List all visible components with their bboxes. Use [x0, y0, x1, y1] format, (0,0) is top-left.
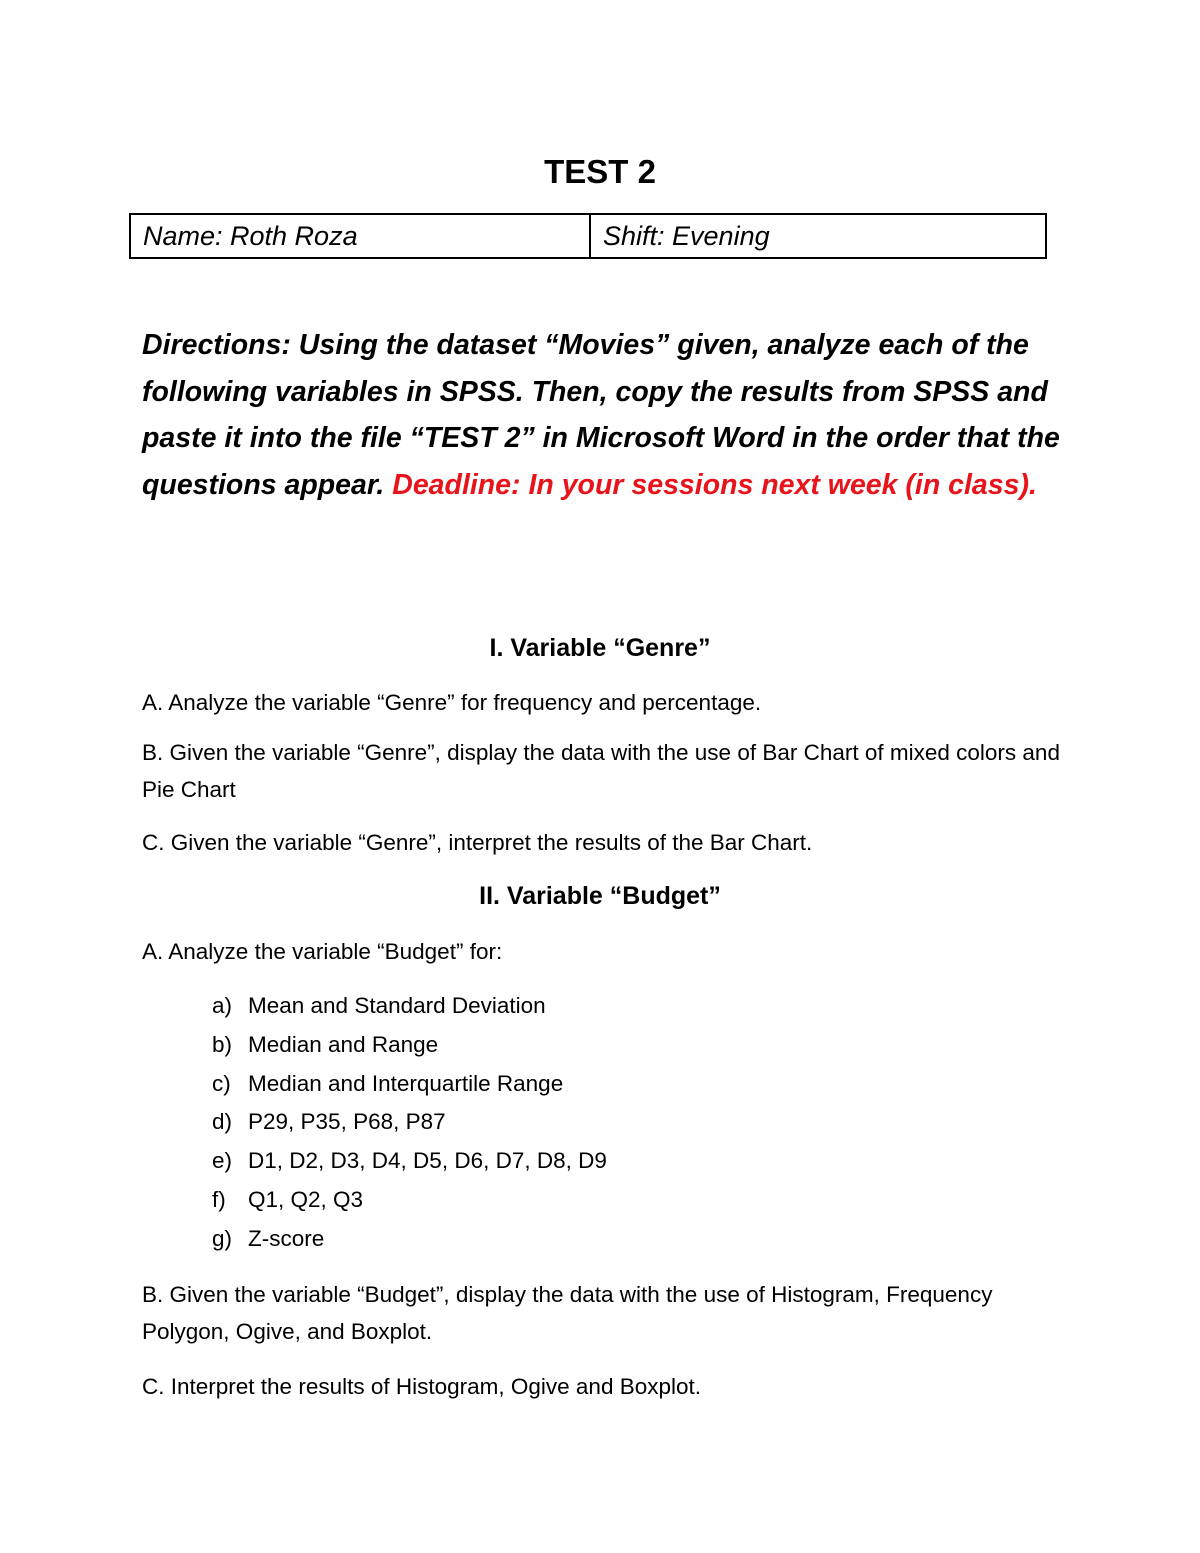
list-item-text: P29, P35, P68, P87 — [248, 1109, 446, 1135]
list-item — [212, 987, 607, 1026]
budget-analysis-list — [212, 987, 607, 1259]
section-2-numeral: II — [479, 882, 494, 910]
list-item — [212, 1026, 607, 1065]
list-marker: e) — [212, 1148, 233, 1174]
list-marker: g) — [212, 1225, 233, 1251]
document-title: TEST 2 — [544, 153, 656, 190]
list-item-text: Median and Interquartile Range — [248, 1070, 564, 1096]
list-item-text: D1, D2, D3, D4, D5, D6, D7, D8, D9 — [248, 1148, 607, 1174]
section-2-heading — [0, 879, 1200, 913]
list-item-text: Median and Range — [248, 1031, 439, 1057]
list-item-text: Q1, Q2, Q3 — [248, 1186, 364, 1212]
section-2-question-a: A. Analyze the variable “Budget” for: — [142, 939, 503, 964]
section-1-question-b: B. Given the variable “Genre”, display the data with the use of Bar Chart of mixed colors and Pie Chart — [142, 740, 1060, 802]
list-item — [212, 1181, 607, 1220]
section-2-question-c: C. Interpret the results of Histogram, Ogive and Boxplot. — [142, 1374, 702, 1399]
list-item — [212, 1103, 607, 1142]
list-marker: f) — [212, 1186, 226, 1212]
section-1-numeral: I — [489, 634, 497, 662]
directions-text: Directions: Using the dataset “Movies” given, analyze each of the following variables in SPSS. Then, copy the results from SPSS and paste it into the file “TEST 2” in Microsoft Word in the order that the questions appear. — [142, 329, 1060, 501]
section-1-question-c: C. Given the variable “Genre”, interpret the results of the Bar Chart. — [142, 830, 813, 855]
directions-paragraph — [142, 322, 1077, 508]
shift-cell: Shift: Evening — [590, 214, 1046, 258]
student-name-cell: Name: Roth Roza — [130, 214, 590, 258]
list-marker: a) — [212, 993, 233, 1018]
section-1-heading — [0, 631, 1200, 665]
list-item — [212, 1065, 607, 1104]
student-info-table — [129, 213, 1047, 259]
list-item-text: Z-score — [248, 1225, 325, 1251]
section-2-title: . Variable “Budget” — [493, 882, 721, 910]
list-item — [212, 1142, 607, 1181]
list-marker: d) — [212, 1109, 233, 1135]
list-marker: b) — [212, 1031, 233, 1057]
list-item — [212, 1220, 607, 1259]
section-2-question-b: B. Given the variable “Budget”, display the data with the use of Histogram, Frequency Polygon, Ogive, and Boxplot. — [142, 1282, 993, 1344]
deadline-text: Deadline: In your sessions next week (in class). — [392, 468, 1037, 501]
section-1-question-a: A. Analyze the variable “Genre” for frequency and percentage. — [142, 690, 762, 715]
list-marker: c) — [212, 1070, 231, 1096]
list-item-text: Mean and Standard Deviation — [248, 993, 546, 1018]
section-1-title: . Variable “Genre” — [496, 634, 711, 662]
